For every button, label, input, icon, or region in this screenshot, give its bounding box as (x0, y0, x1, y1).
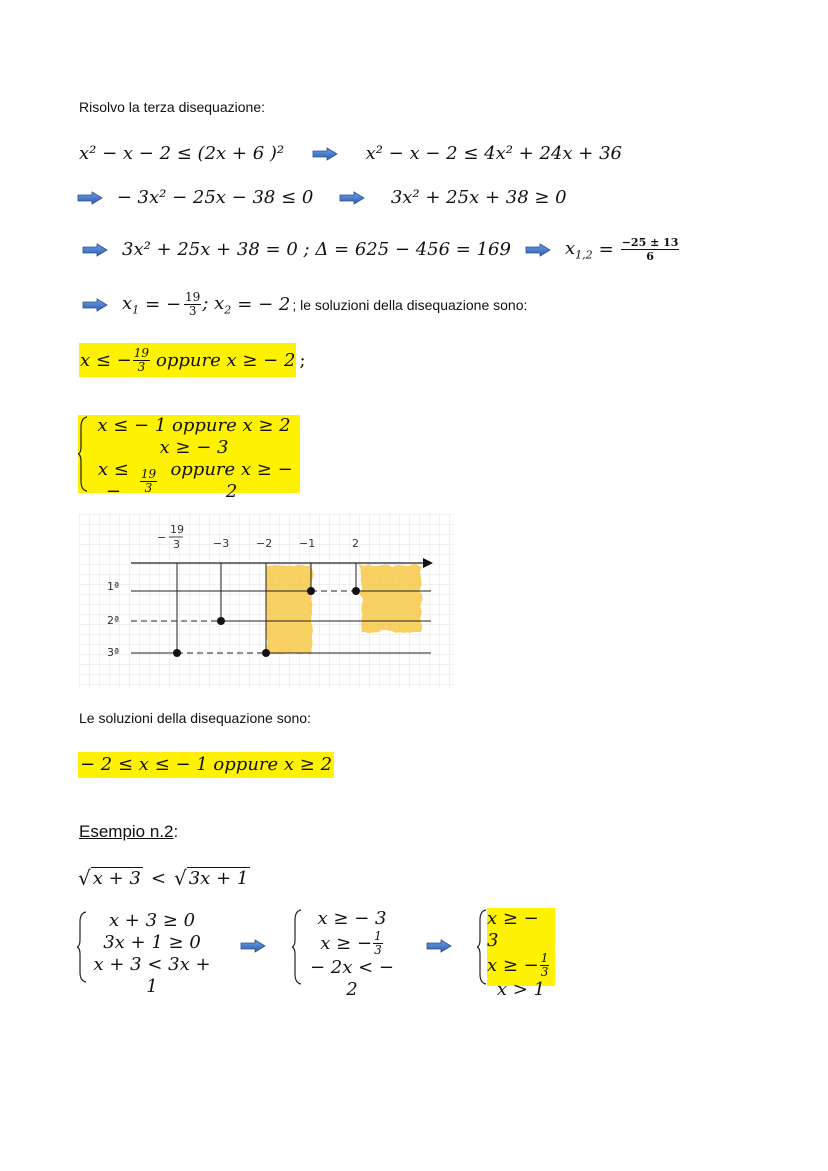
x12-label: $x_{1,2}$ (564, 237, 593, 262)
fraction-numerator: 19 (140, 466, 157, 481)
system-1-row-3 (88, 459, 300, 503)
radical-rhs: 3x + 1 (188, 868, 249, 889)
radical-lhs: x + 3 (92, 868, 141, 889)
equation-line-3 (82, 236, 680, 263)
sol1-fraction (133, 347, 150, 374)
line4-text: ; le soluzioni della disequazione sono: (292, 296, 528, 313)
intro-text: Risolvo la terza disequazione: (79, 99, 265, 115)
system-1-row-1: x ≤ − 1 oppure x ≥ 2 (97, 415, 291, 436)
implies-arrow-icon (339, 191, 365, 205)
implies-arrow-icon (240, 939, 266, 953)
system-a-row-2: 3x + 1 ≥ 0 (103, 932, 201, 953)
eq2-right: 3x² + 25x + 38 ≥ 0 (390, 187, 567, 208)
fraction-numerator: 19 (133, 345, 150, 360)
shade-region-2 (361, 566, 421, 632)
equation-line-2 (77, 187, 567, 208)
eq1-left: x² − x − 2 ≤ (2x + 6 )² (79, 143, 285, 164)
example-title (79, 822, 178, 842)
s1r3-fraction (140, 468, 157, 495)
system-b-row-1: x ≥ − 3 (317, 908, 387, 929)
system-a-rows (87, 910, 217, 997)
row3-point-minus2 (262, 649, 270, 657)
tick-label-minus3: −3 (213, 537, 230, 550)
system-c (477, 908, 555, 1000)
example-title-colon: : (173, 822, 179, 841)
system-a-row-1: x + 3 ≥ 0 (108, 910, 196, 931)
system-c-rows (487, 908, 555, 1000)
tick-label-2: 2 (352, 537, 359, 550)
eq1-right: x² − x − 2 ≤ 4x² + 24x + 36 (365, 143, 622, 164)
system-c-row-2 (487, 952, 555, 979)
radical-inequality (78, 866, 250, 890)
x1-equals: = − (145, 294, 182, 315)
system-1-row-2: x ≥ − 3 (159, 437, 229, 458)
example-title-text: Esempio n.2 (79, 822, 174, 841)
fraction-numerator: 19 (185, 290, 201, 304)
shade-region-1 (266, 566, 312, 654)
sqrt-icon: √ (173, 866, 187, 890)
fraction-numerator: −25 ± 13 (621, 236, 679, 249)
tick-label-minus1: −1 (299, 537, 316, 550)
row-label-1: 1ª (107, 580, 120, 593)
solution-1-highlight (79, 343, 296, 377)
fraction-denominator: 3 (188, 304, 197, 318)
x1-fraction (184, 291, 201, 318)
row2-point-minus3 (217, 617, 225, 625)
system-a-row-3: x + 3 < 3x + 1 (93, 954, 211, 997)
system-a (77, 910, 217, 997)
s1r3-pre: x ≤ − (97, 459, 129, 502)
sbr2-fraction (373, 930, 383, 957)
eq2-left: − 3x² − 25x − 38 ≤ 0 (116, 187, 314, 208)
left-brace-icon (292, 908, 302, 986)
row3-point-19-3 (173, 649, 181, 657)
x12-fraction (621, 236, 680, 263)
equation-line-4 (82, 291, 527, 318)
x2-value: = − 2 (237, 294, 291, 315)
system-b-row-3: − 2x < − 2 (309, 957, 394, 1000)
equation-line-1 (79, 143, 622, 164)
left-brace-icon (78, 415, 88, 493)
implies-arrow-icon (77, 191, 103, 205)
tick-label-num: 19 (170, 523, 184, 536)
left-brace-icon (477, 908, 487, 986)
system-1-rows (88, 415, 300, 502)
solution-2: − 2 ≤ x ≤ − 1 oppure x ≥ 2 (78, 752, 334, 778)
implies-arrow-icon (82, 298, 108, 312)
fraction-denominator: 3 (374, 943, 382, 957)
implies-arrow-icon (82, 243, 108, 257)
row-label-2: 2ª (107, 614, 120, 627)
tick-label-den: 3 (173, 538, 180, 551)
fraction-denominator: 6 (646, 250, 654, 263)
tick-label-sign: − (157, 531, 167, 544)
scr2-pre: x ≥ − (487, 954, 539, 976)
system-c-row-1: x ≥ − 3 (487, 908, 539, 951)
s1r3-post: oppure x ≥ − 2 (170, 459, 293, 502)
implies-arrow-icon (426, 939, 452, 953)
sign-diagram (79, 514, 454, 689)
solution-text: Le soluzioni della disequazione sono: (79, 710, 311, 726)
fraction-numerator: 1 (374, 929, 382, 943)
system-c-row-3: x > 1 (496, 979, 546, 1000)
implies-arrow-icon (525, 243, 551, 257)
fraction-numerator: 1 (540, 951, 549, 965)
row-label-3: 3ª (107, 646, 120, 659)
fraction-denominator: 3 (137, 359, 146, 374)
left-brace-icon (77, 910, 87, 984)
sol1-post: oppure x ≥ − 2 (156, 349, 296, 371)
implies-arrow-icon (312, 147, 338, 161)
row1-point-2 (352, 587, 360, 595)
tick-label-minus2: −2 (256, 537, 273, 550)
fraction-denominator: 3 (144, 480, 153, 495)
sol1-tail: ; (299, 349, 306, 371)
system-b (292, 908, 402, 1000)
system-b-rows (302, 908, 402, 1000)
solution-1 (79, 343, 306, 377)
row1-point-minus1 (307, 587, 315, 595)
system-1 (78, 415, 300, 502)
fraction-denominator: 3 (540, 965, 549, 979)
x2-label: ; $x_2$ (202, 292, 232, 317)
sbr2-pre: x ≥ − (320, 932, 373, 954)
sol1-pre: x ≤ − (80, 349, 132, 371)
sqrt-icon: √ (78, 866, 91, 890)
scr2-fraction (540, 952, 550, 979)
x1-label: $x_1$ (122, 292, 140, 317)
x12-equals: = (598, 239, 614, 260)
eq3-left: 3x² + 25x + 38 = 0 ; Δ = 625 − 456 = 169 (122, 239, 511, 260)
radical-op: < (150, 867, 166, 889)
system-b-row-2 (302, 930, 402, 957)
